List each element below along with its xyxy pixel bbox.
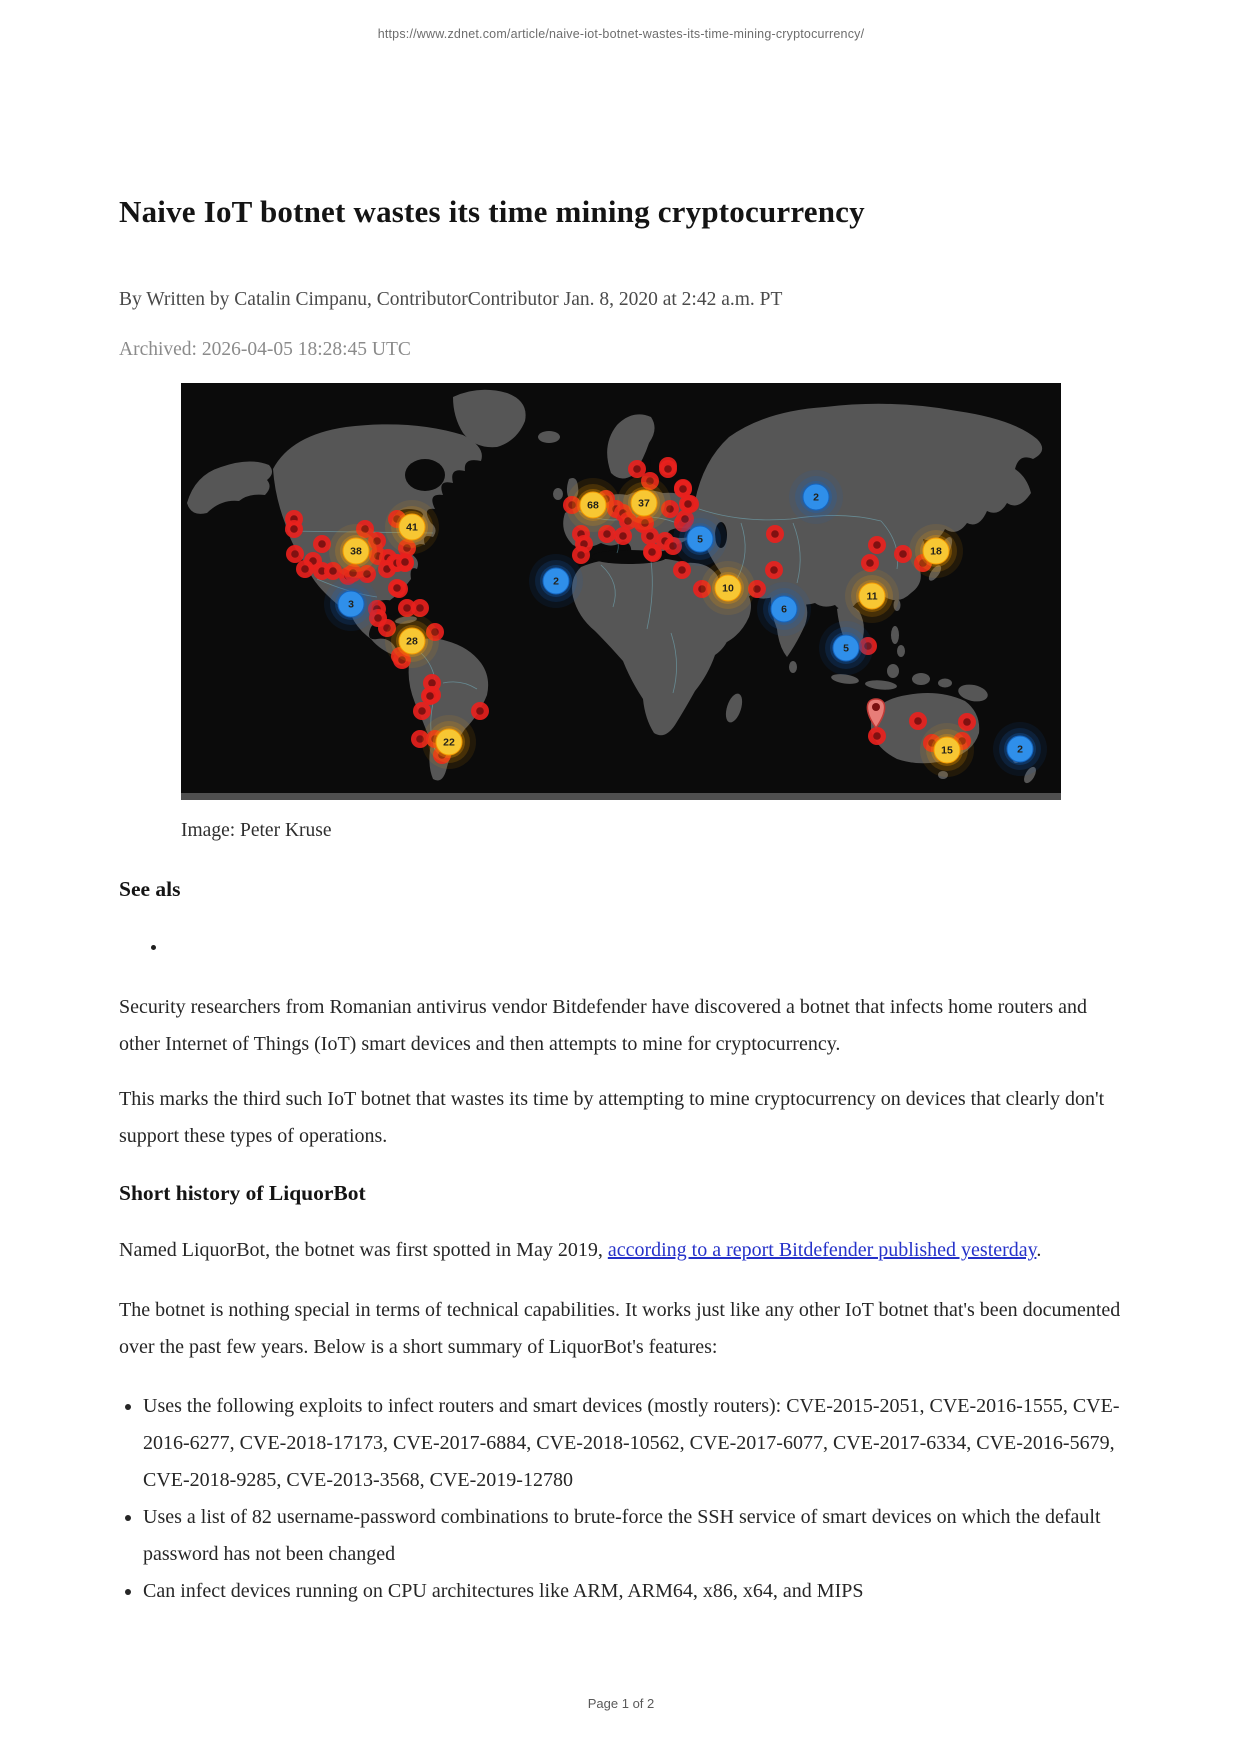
cluster-count: 22 [443,736,455,749]
red-node-core [873,541,881,549]
red-node-core [403,604,411,612]
paragraph-2: This marks the third such IoT botnet that wastes its time by attempting to mine cryptocurrency on devices that clearly don't support these types of operations. [119,1088,1105,1147]
paragraph-4: The botnet is nothing special in terms of technical capabilities. It works just like any other IoT botnet that's been documented over the past few years. Below is a short summary of LiquorBot's features: [119,1299,1121,1358]
cluster-count: 28 [406,635,418,648]
red-node-core [476,707,484,715]
paragraph-1: Security researchers from Romanian antivirus vendor Bitdefender have discovered a botnet that infects home routers and other Internet of Things (IoT) smart devices and then attempts to mine for cryptocurrency. [119,996,1087,1055]
bitdefender-report-link[interactable]: according to a report Bitdefender published yesterday [607,1239,1037,1261]
page-url: https://www.zdnet.com/article/naive-iot-botnet-wastes-its-time-mining-cryptocurrency/ [377,27,865,41]
article-byline: By Written by Catalin Cimpanu, ContributorContributor Jan. 8, 2020 at 2:42 a.m. PT [119,289,783,310]
feature-item: • Uses the following exploits to infect routers and smart devices (mostly routers): CVE-2015-2051, CVE-2016-1555, CVE-2016-6277, CVE-2018-17173, CVE-2017-6884, CVE-2018-10562, CVE-2017-6077, CVE-2017-6334, CVE-2016-5679, CVE-2018-9285, CVE-2013-3568, CVE-2019-12780 [143,1388,1124,1499]
see-also-item [168,932,1124,962]
red-node-core [291,550,299,558]
botnet-world-map-image [181,383,1061,800]
cluster-count: 2 [553,575,559,588]
location-pin-dot [872,703,880,711]
red-node-core [393,584,401,592]
red-node-core [603,530,611,538]
red-node-core [873,732,881,740]
red-node-core [416,604,424,612]
red-node-core [648,548,656,556]
red-node-core [619,532,627,540]
red-node-core [899,550,907,558]
red-node-core [678,566,686,574]
red-node-core [318,540,326,548]
see-also-heading: See als [119,877,181,901]
red-node-core [866,559,874,567]
page-number: Page 1 of 2 [587,1696,655,1711]
cluster-count: 37 [638,497,650,510]
text-before-link: Named LiquorBot, the botnet was first spotted in May 2019, [119,1239,608,1261]
text-after-link: . [1036,1239,1042,1261]
red-node-core [914,717,922,725]
red-node-core [418,707,426,715]
cluster-count: 41 [406,521,418,534]
red-node-core [577,551,585,559]
cluster-count: 11 [866,590,878,603]
red-node-core [633,465,641,473]
cluster-count: 5 [843,642,849,655]
cluster-count: 15 [941,744,953,757]
red-node-core [426,692,434,700]
red-node-core [290,525,298,533]
image-caption: Image: Peter Kruse [181,820,332,841]
section-heading-history: Short history of LiquorBot [119,1181,366,1205]
red-node-core [684,500,692,508]
article-title: Naive IoT botnet wastes its time mining cryptocurrency [119,194,865,229]
see-also-list [119,932,1124,962]
cluster-count: 68 [587,499,599,512]
red-node-core [646,532,654,540]
red-node-core [301,565,309,573]
cluster-count: 38 [350,545,362,558]
cluster-count: 2 [813,491,819,504]
cluster-count: 18 [930,545,942,558]
feature-item: • Uses a list of 82 username-password combinations to brute-force the SSH service of smart devices on which the default password has not been changed [143,1499,1124,1573]
red-node-core [770,566,778,574]
red-node-core [664,465,672,473]
cluster-count: 2 [1017,743,1023,756]
archive-timestamp: Archived: 2026-04-05 18:28:45 UTC [119,339,411,360]
cluster-count: 5 [697,533,703,546]
cluster-count: 6 [781,603,787,616]
article-body [119,0,1124,1610]
red-node-core [963,718,971,726]
cluster-count: 3 [348,598,354,611]
red-node-core [401,558,409,566]
red-node-core [679,485,687,493]
cluster-count: 10 [722,582,734,595]
features-list [119,1388,1124,1610]
paragraph-3 [119,1232,1124,1269]
feature-item: • Can infect devices running on CPU architectures like ARM, ARM64, x86, x64, and MIPS [143,1573,1124,1610]
red-node-core [771,530,779,538]
world-map [181,383,1061,800]
red-node-core [428,679,436,687]
